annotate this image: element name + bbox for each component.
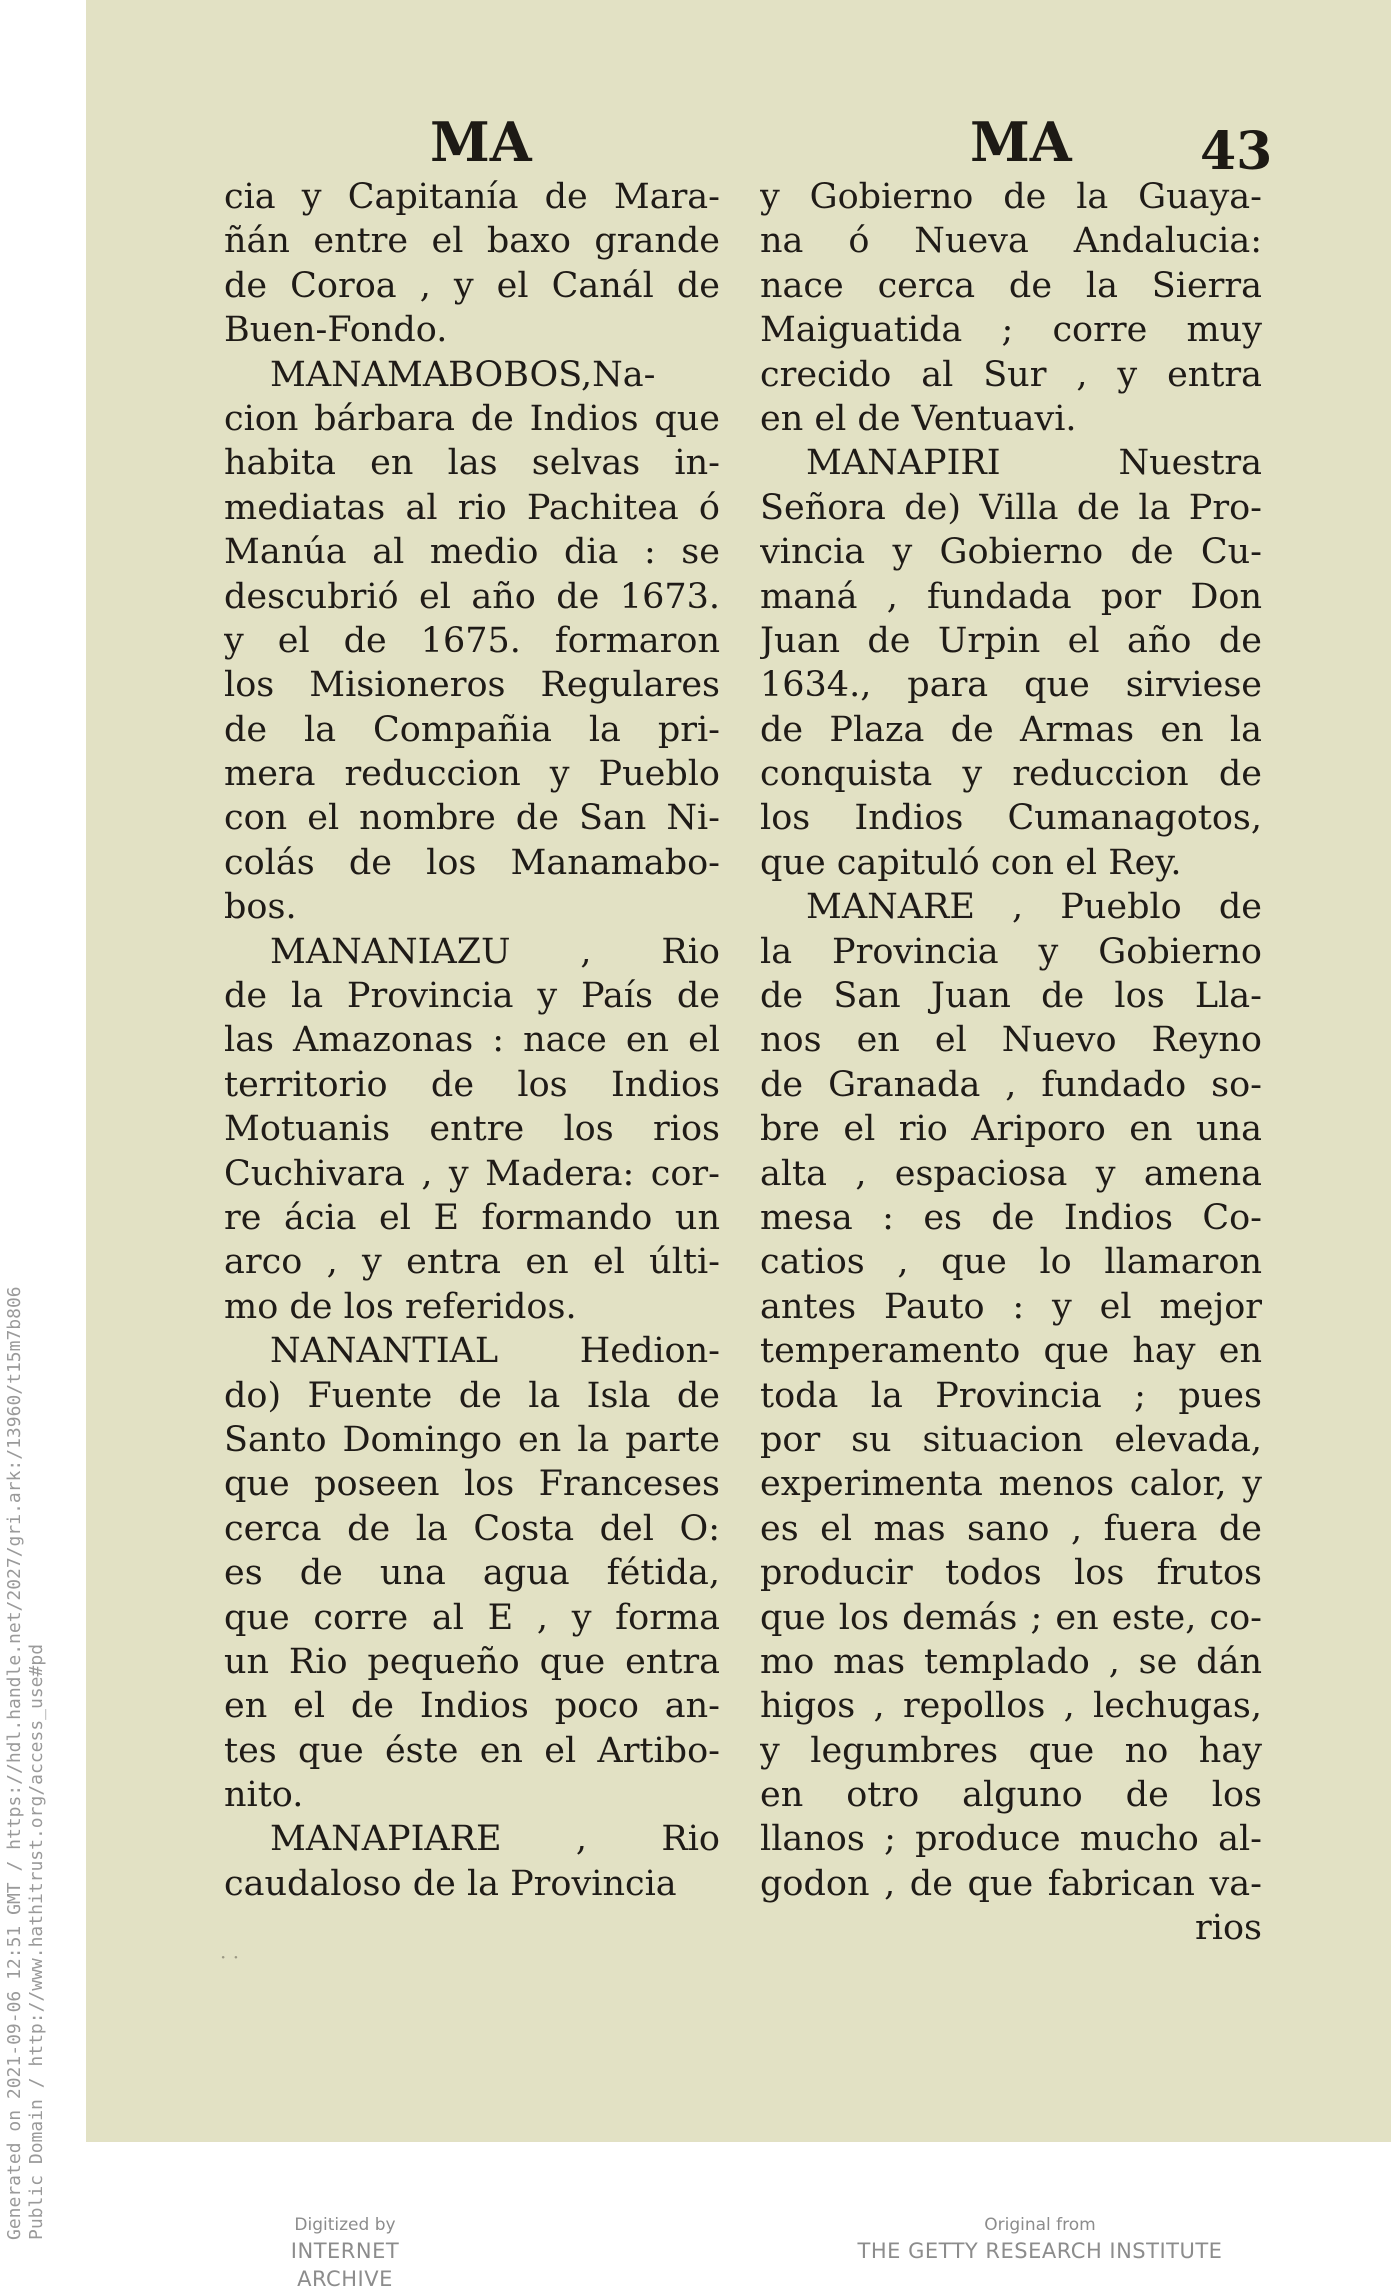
internet-archive-label: INTERNET ARCHIVE xyxy=(290,2239,400,2291)
text-line: de San Juan de los Lla- xyxy=(760,976,1262,1017)
text-line: antes Pauto : y el mejor xyxy=(760,1286,1262,1327)
text-line: producir todos los frutos xyxy=(760,1553,1262,1594)
text-line: cion bárbara de Indios que xyxy=(224,398,720,439)
text-line: es el mas sano , fuera de xyxy=(760,1508,1262,1549)
text-line: y legumbres que no hay xyxy=(760,1730,1262,1771)
text-line: nito. xyxy=(224,1775,304,1816)
stamp-line-2: Public Domain / http://www.hathitrust.org/access_use#pd xyxy=(26,1643,47,2240)
right-running-head: MA xyxy=(970,110,1072,174)
text-line: que corre al E , y forma xyxy=(224,1597,720,1638)
text-line: higos , repollos , lechugas, xyxy=(760,1686,1262,1727)
digitized-by-credit xyxy=(240,2213,450,2293)
text-line: nos en el Nuevo Reyno xyxy=(760,1020,1262,1061)
text-line: temperamento que hay en xyxy=(760,1331,1262,1372)
text-line: do) Fuente de la Isla de xyxy=(224,1375,720,1416)
text-line: MANARE , Pueblo de xyxy=(806,887,1262,928)
text-line: NANANTIAL Hedion- xyxy=(270,1331,720,1372)
getty-institute-label: THE GETTY RESEARCH INSTITUTE xyxy=(857,2239,1223,2263)
text-line: y el de 1675. formaron xyxy=(224,620,720,661)
text-line: de la Provincia y País de xyxy=(224,976,720,1017)
text-line: MANAMABOBOS,Na- xyxy=(270,354,656,395)
text-line: los Indios Cumanagotos, xyxy=(760,798,1262,839)
text-line: la Provincia y Gobierno xyxy=(760,931,1262,972)
text-line: Santo Domingo en la parte xyxy=(224,1419,720,1460)
text-line: descubrió el año de 1673. xyxy=(224,576,720,617)
stamp-line-1: Generated on 2021-09-06 12:51 GMT / https://hdl.handle.net/2027/gri.ark:/13960/t15m7b806 xyxy=(4,1286,25,2240)
original-from-credit xyxy=(850,2213,1230,2265)
left-text-column xyxy=(224,175,720,1906)
text-line: llanos ; produce mucho al- xyxy=(760,1819,1262,1860)
text-line: conquista y reduccion de xyxy=(760,754,1262,795)
text-line: nace cerca de la Sierra xyxy=(760,265,1262,306)
text-line: arco , y entra en el últi- xyxy=(224,1242,720,1283)
text-line: ñán entre el baxo grande xyxy=(224,221,720,262)
text-line: es de una agua fétida, xyxy=(224,1553,720,1594)
text-line: 1634., para que sirviese xyxy=(760,665,1262,706)
text-line: Motuanis entre los rios xyxy=(224,1109,720,1150)
left-running-head: MA xyxy=(430,110,532,174)
text-line: en otro alguno de los xyxy=(760,1775,1262,1816)
text-line: de Coroa , y el Canál de xyxy=(224,265,720,306)
text-line: que capituló con el Rey. xyxy=(760,842,1182,883)
text-line: alta , espaciosa y amena xyxy=(760,1153,1262,1194)
text-line: re ácia el E formando un xyxy=(224,1197,720,1238)
text-line: bos. xyxy=(224,887,297,928)
page-number: 43 xyxy=(1200,121,1273,182)
text-line: por su situacion elevada, xyxy=(760,1419,1262,1460)
text-line: y Gobierno de la Guaya- xyxy=(760,177,1262,217)
text-line: que los demás ; en este, co- xyxy=(760,1597,1262,1638)
text-line: maná , fundada por Don xyxy=(760,576,1262,617)
text-line: de Granada , fundado so- xyxy=(760,1064,1262,1105)
text-line: cia y Capitanía de Mara- xyxy=(224,177,720,217)
text-line: rios xyxy=(1195,1908,1262,1949)
text-line: en el de Ventuavi. xyxy=(760,398,1077,439)
text-line: vincia y Gobierno de Cu- xyxy=(760,532,1262,573)
text-line: MANAPIRI Nuestra xyxy=(806,443,1262,484)
text-line: experimenta menos calor, y xyxy=(760,1464,1262,1505)
text-line: territorio de los Indios xyxy=(224,1064,720,1105)
sidebar-stamp xyxy=(4,1160,48,2240)
text-line: mediatas al rio Pachitea ó xyxy=(224,487,720,528)
text-line: de Plaza de Armas en la xyxy=(760,709,1262,750)
text-line: colás de los Manamabo- xyxy=(224,842,720,883)
text-line: habita en las selvas in- xyxy=(224,443,720,484)
text-line: na ó Nueva Andalucia: xyxy=(760,221,1262,262)
text-line: en el de Indios poco an- xyxy=(224,1686,720,1727)
text-line: MANAPIARE , Rio xyxy=(270,1819,720,1860)
text-line: tes que éste en el Artibo- xyxy=(224,1730,720,1771)
text-line: crecido al Sur , y entra xyxy=(760,354,1262,395)
scan-specks: · · xyxy=(220,1945,240,1969)
text-line: Juan de Urpin el año de xyxy=(760,620,1262,661)
text-line: que poseen los Franceses xyxy=(224,1464,720,1505)
text-line: caudaloso de la Provincia xyxy=(224,1863,677,1904)
text-line: las Amazonas : nace en el xyxy=(224,1020,720,1061)
text-line: Buen-Fondo. xyxy=(224,310,448,351)
text-line: toda la Provincia ; pues xyxy=(760,1375,1262,1416)
text-line: mo mas templado , se dán xyxy=(760,1641,1262,1682)
text-line: catios , que lo llamaron xyxy=(760,1242,1262,1283)
text-line: MANANIAZU , Rio xyxy=(270,931,720,972)
right-text-column xyxy=(760,175,1262,1951)
text-line: mo de los referidos. xyxy=(224,1286,577,1327)
text-line: cerca de la Costa del O: xyxy=(224,1508,720,1549)
text-line: mera reduccion y Pueblo xyxy=(224,754,720,795)
text-line: los Misioneros Regulares xyxy=(224,665,720,706)
text-line: un Rio pequeño que entra xyxy=(224,1641,720,1682)
original-from-label: Original from xyxy=(984,2215,1096,2235)
digitized-by-label: Digitized by xyxy=(294,2215,396,2235)
text-line: bre el rio Ariporo en una xyxy=(760,1109,1262,1150)
text-line: Maiguatida ; corre muy xyxy=(760,310,1262,351)
text-line: de la Compañia la pri- xyxy=(224,709,720,750)
text-line: Manúa al medio dia : se xyxy=(224,532,720,573)
text-line: Cuchivara , y Madera: cor- xyxy=(224,1153,720,1194)
text-line: mesa : es de Indios Co- xyxy=(760,1197,1262,1238)
text-line: godon , de que fabrican va- xyxy=(760,1863,1262,1904)
text-line: con el nombre de San Ni- xyxy=(224,798,720,839)
text-line: Señora de) Villa de la Pro- xyxy=(760,487,1262,528)
